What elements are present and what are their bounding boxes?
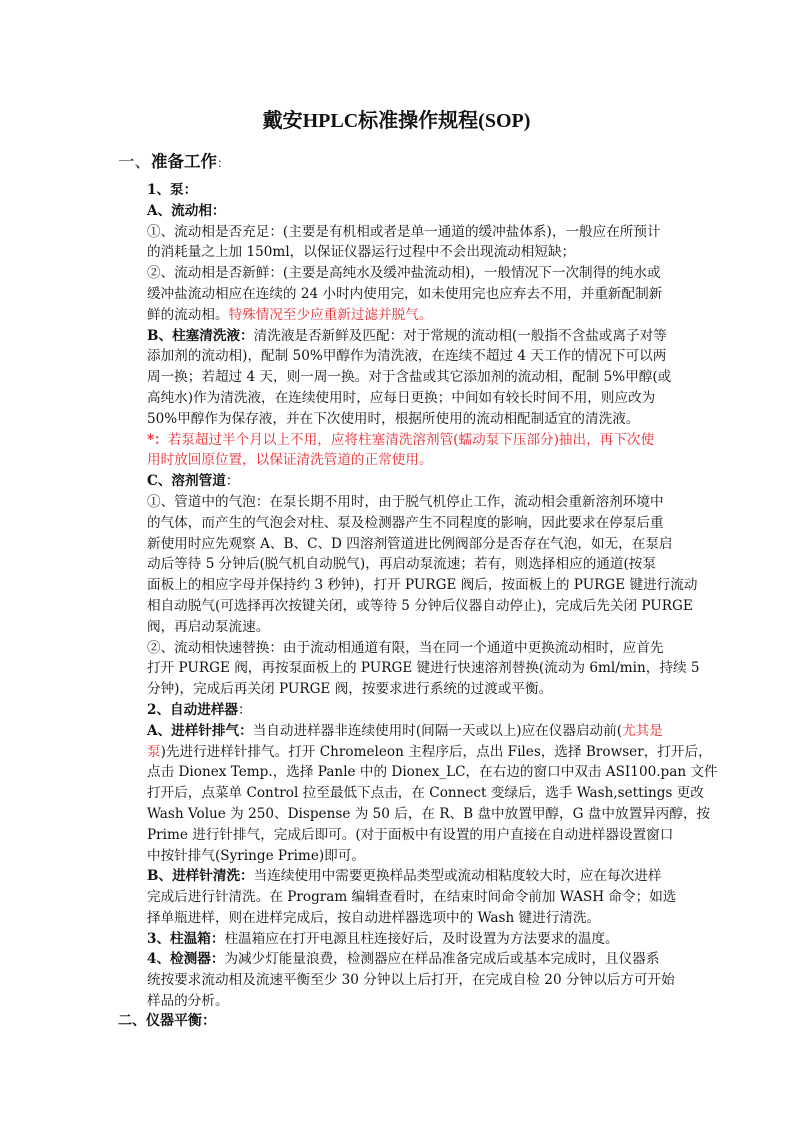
text-span: 为减少灯能量浪费，检测器应在样品准备完成后或基本完成时，且仪器系 [224, 951, 660, 968]
text-span: Wash Volue 为 250、Dispense 为 50 后，在 R、B 盘中放置甲醇，G 盘中放置异丙醇，按 [147, 805, 711, 822]
text-span: 统按要求流动相及流速平衡至少 30 分钟以上后打开，在完成自检 20 分钟以后方可开始 [147, 972, 675, 989]
text-span: 的消耗量之上加 150ml，以保证仪器运行过程中不会出现流动相短缺； [147, 244, 576, 261]
text-span: 样品的分析。 [147, 993, 229, 1010]
section-heading-preparation [118, 148, 229, 172]
text-span: )先进行进样针排气。打开 Chromeleon 主程序后，点出 Files，选择 Browser，打开后， [160, 743, 712, 760]
highlighted-text: 若泵超过半个月以上不用，应将柱塞清洗溶剂管(蠕动泵下压部分)抽出，再下次使 [167, 431, 655, 448]
highlighted-text: 尤其是 [622, 722, 663, 739]
document-title: 戴安HPLC标准操作规程(SOP) [262, 110, 531, 132]
text-line [147, 804, 711, 825]
text-line [147, 222, 661, 243]
text-line [147, 846, 645, 867]
text-span: 新使用时应先观察 A、B、C、D 四溶剂管道进比例阀部分是否存在气泡，如无，在泵启 [147, 535, 673, 552]
text-span: ： [225, 473, 240, 490]
text-span: 柱温箱应在打开电源且柱连接好后，及时设置为方法要求的温度。 [224, 930, 619, 947]
section-number: 二、 [118, 1013, 146, 1029]
text-line [147, 970, 675, 991]
text-span: ①、流动相是否充足：(主要是有机相或者是单一通道的缓冲盐体系)，一般应在所预计 [147, 223, 661, 240]
text-line [147, 367, 672, 388]
text-span: 面板上的相应字母并保持约 3 秒钟)，打开 PURGE 阀后，按面板上的 PURGE 键进行流动 [147, 577, 698, 594]
text-line [147, 284, 663, 305]
paragraph [147, 949, 675, 1011]
text-line [147, 492, 664, 513]
text-line [147, 783, 704, 804]
text-span: 动后等待 5 分钟后(脱气机自动脱气)，再启动泵流速；若有，则选择相应的通道(按泵 [147, 556, 656, 573]
text-line [147, 534, 673, 555]
paragraph [147, 638, 700, 700]
bold-label: 1、泵： [147, 182, 198, 198]
text-line [147, 305, 645, 326]
text-line [147, 617, 645, 638]
text-line [147, 471, 645, 492]
paragraph [147, 492, 698, 638]
text-line [147, 887, 677, 908]
text-span: 50%甲醇作为保存液，并在下次使用时，根据所使用的流动相配制适宜的清洗液。 [147, 410, 640, 427]
highlighted-text: 特殊情况至少应重新过滤并脱气。 [228, 306, 433, 323]
bold-label: 4、检测器： [147, 951, 225, 968]
text-line [147, 949, 660, 970]
text-span: 鲜的流动相。 [147, 306, 229, 323]
text-line [147, 430, 655, 451]
text-span: 中按针排气(Syringe Prime)即可。 [147, 847, 365, 864]
text-line [147, 638, 664, 659]
paragraph [147, 263, 663, 325]
text-span: 打开 PURGE 阀，再按泵面板上的 PURGE 键进行快速溶剂替换(流动为 6ml/min，持续 5 [147, 660, 700, 677]
section-title: 准备工作 [151, 152, 217, 171]
text-span: 添加剂的流动相)，配制 50%甲醇作为清洗液，在连续不超过 4 天工作的情况下可以两 [147, 348, 667, 365]
text-line [147, 346, 667, 367]
highlighted-text: 用时放回原位置，以保证清洗管道的正常使用。 [147, 452, 433, 469]
paragraph [147, 700, 645, 721]
paragraph [147, 326, 672, 430]
text-line [147, 450, 645, 471]
paragraph [147, 471, 645, 492]
paragraph [147, 201, 645, 222]
bold-label: A、进样针排气： [147, 722, 253, 739]
text-span: 择单瓶进样，则在进样完成后，按自动进样器选项中的 Wash 键进行清洗。 [147, 909, 601, 926]
bold-label: B、进样针清洗： [147, 868, 254, 885]
paragraph [147, 222, 661, 264]
text-span: 缓冲盐流动相应在连续的 24 小时内使用完，如未使用完也应弃去不用，并重新配制新 [147, 285, 663, 302]
text-line [147, 762, 718, 783]
paragraph [147, 866, 677, 928]
text-span: Prime 进行针排气，完成后即可。(对于面板中有设置的用户直接在自动进样器设置窗口 [147, 826, 674, 843]
text-line [147, 575, 698, 596]
bold-label: 3、柱温箱： [147, 930, 225, 947]
section-number: 一、 [118, 152, 151, 171]
text-span: 完成后进行针清洗。在 Program 编辑查看时，在结束时间命令前加 WASH 命令；如选 [147, 889, 677, 906]
text-line [147, 263, 661, 284]
text-span: ②、流动相快速替换：由于流动相通道有限，当在同一个通道中更换流动相时，应首先 [147, 639, 664, 656]
bold-label: C、溶剂管道 [147, 473, 226, 490]
paragraph [147, 721, 718, 867]
text-span: ①、管道中的气泡：在泵长期不用时，由于脱气机停止工作，流动相会重新溶剂环境中 [147, 493, 664, 510]
text-line [147, 554, 656, 575]
text-span: 阀，再启动泵流速。 [147, 618, 270, 635]
text-line [147, 201, 645, 222]
text-line [147, 929, 645, 950]
colon: ： [202, 1013, 216, 1029]
text-span: 相自动脱气(可选择再次按键关闭，或等待 5 分钟后仪器自动停止)，完成后先关闭 PURGE [147, 597, 693, 614]
highlighted-text: *： [147, 431, 168, 448]
text-line [147, 326, 667, 347]
text-span: 当连续使用中需要更换样品类型或流动相粘度较大时，应在每次进样 [253, 868, 662, 885]
text-line [147, 679, 645, 700]
text-line [147, 180, 645, 201]
text-line [147, 409, 645, 430]
text-span: 的气体，而产生的气泡会对柱、泵及检测器产生不同程度的影响，因此要求在停泵后重 [147, 514, 664, 531]
text-line [147, 658, 700, 679]
highlighted-text: 泵 [147, 743, 161, 760]
text-line [147, 596, 693, 617]
text-line [147, 513, 664, 534]
text-line [147, 908, 645, 929]
paragraph [147, 430, 655, 472]
text-span: ②、流动相是否新鲜：(主要是高纯水及缓冲盐流动相)，一般情况下一次制得的纯水或 [147, 265, 661, 282]
text-line [147, 242, 645, 263]
text-line [147, 825, 674, 846]
section-title: 仪器平衡 [146, 1013, 202, 1029]
colon: ： [217, 156, 230, 170]
section-heading-equilibration [118, 1010, 216, 1030]
bold-label: 2、自动进样器 [147, 701, 239, 718]
text-span: 清洗液是否新鲜及匹配：对于常规的流动相(一般指不含盐或离子对等 [253, 327, 667, 344]
text-span: 分钟)，完成后再关闭 PURGE 阀，按要求进行系统的过渡或平衡。 [147, 681, 553, 698]
text-line [147, 742, 712, 763]
text-line [147, 721, 663, 742]
text-span: 周一换；若超过 4 天，则一周一换。对于含盐或其它添加剂的流动相，配制 5%甲醇(或 [147, 369, 672, 386]
text-line [147, 991, 645, 1012]
text-line [147, 388, 656, 409]
paragraph [147, 929, 645, 950]
text-span: 打开后，点菜单 Control 拉至最低下点击，在 Connect 变绿后，选手 Wash,settings 更改 [147, 785, 704, 802]
text-span: 点击 Dionex Temp.，选择 Panle 中的 Dionex_LC，在右边的窗口中双击 ASI100.pan 文件 [147, 764, 718, 781]
text-line [147, 866, 662, 887]
document-body [147, 180, 718, 1012]
text-span: 高纯水)作为清洗液，在连续使用时，应每日更换；中间如有较长时间不用，则应改为 [147, 389, 656, 406]
bold-label: B、柱塞清洗液： [147, 327, 254, 344]
text-span: 当自动进样器非连续使用时(间隔一天或以上)应在仪器启动前( [252, 722, 623, 739]
bold-label: A、流动相： [147, 202, 226, 219]
text-line [147, 700, 645, 721]
paragraph [147, 180, 645, 201]
text-span: ： [238, 701, 252, 718]
